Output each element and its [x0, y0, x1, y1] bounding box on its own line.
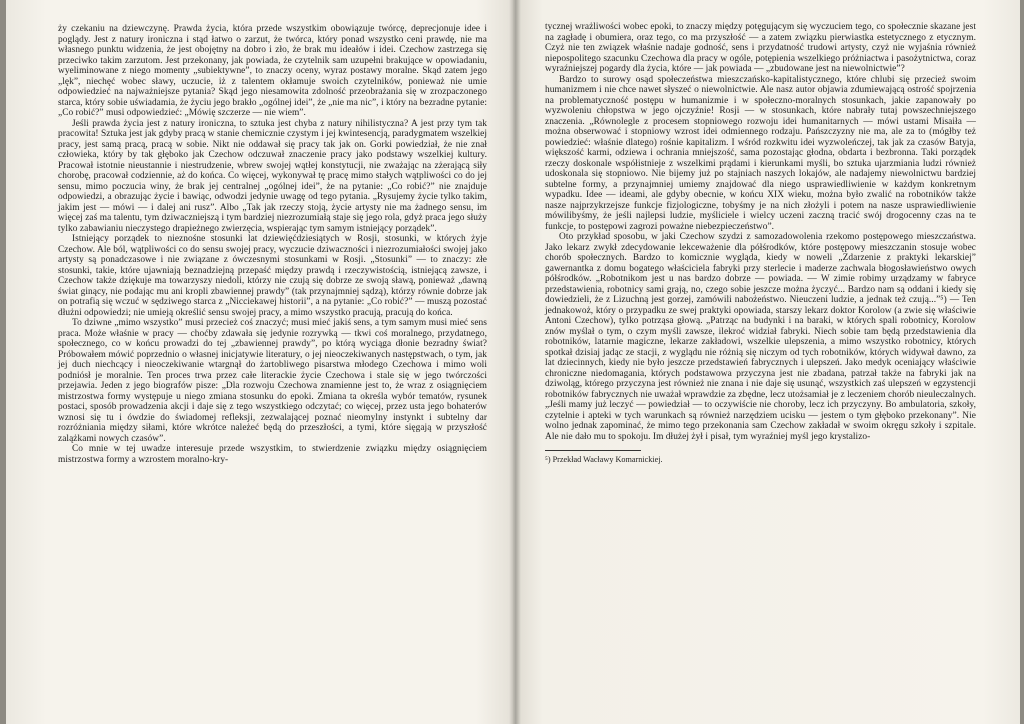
footnote: ⁵) Przekład Wacławy Komarnickiej.: [545, 455, 663, 464]
paragraph: Co mnie w tej uwadze interesuje przede wszystkim, to stwierdzenie związku między osiągnięciem mistrzostwa formy a wzrostem moralno-kry-: [58, 444, 487, 465]
paragraph: Jeśli prawda życia jest z natury ironiczna, to sztuka jest chyba z natury nihilistyczna? A jest przy tym tak pracowita! Sztuka jest jak gdyby pracą w stanie chemicznie czystym i jej kwintesencją, paradygmatem wszelkiej pracy, jest samą pracą, pracą w sobie. Nikt nie oddawał się pracy tak jak on. Gorki powiedział, że nie znał człowieka, który by tak głęboko jak Czechow odczuwał znaczenie pracy jako podstawy wszelkiej kultury. Pracował istotnie nieustannie i niestrudzenie, wbrew swojej wątłej konstytucji, nie zważając na zżerającą siły chorobę, pracował codziennie, aż do końca. Co więcej, wykonywał tę pracę mimo stałych wątpliwości co do jej sensu, mimo poczucia winy, że brak jej centralnej „ogólnej idei”, że na pytanie: „Co robić?” nie znajduje odpowiedzi, a obrazując życie i bawiąc, odwodzi jedynie uwagę od tego pytania. „Rysujemy życie tylko takim, jakim jest — mówi — i dalej ani rusz”. Albo „Tak jak rzeczy stoją, życie artysty nie ma żadnego sensu, im więcej zaś ma talentu, tym dziwaczniejszą i tym bardziej niezrozumiałą staje się jego rola, gdyż praca jego służy tylko zabawianiu nieczystego drapieżnego zwierzęcia, wspierając tym samym istniejący porządek”.: [58, 118, 487, 234]
right-page: [513, 0, 1020, 724]
right-page-text: [545, 22, 976, 442]
paragraph: ży czekaniu na dziewczynę. Prawda życia, która przede wszystkim obowiązuje twórcę, deprecjonuje idee i poglądy. Jest z natury ironiczna i stąd łatwo o zarzut, że twórca, który ponad wszystko ceni prawdę, nie ma własnego punktu widzenia, że jest obojętny na dobro i zło, że brak mu ideałów i idei. Czechow zastrzega się przeciwko takim zarzutom. Jest przekonany, jak powiada, że czytelnik sam uzupełni brakujące w opowiadaniu, wyeliminowane z niego momenty „subiektywne”, to znaczy oceny, wyraz postawy moralne. Skąd zatem jego „lęk”, niechęć wobec sławy, uczucie, iż z talentem okłamuje swoich czytelników, ponieważ nie umie odpowiedzieć na najważniejsze pytania? Skąd jego niesamowita zdolność przeobrażania się w zrozpaczonego starca, który sobie uświadamia, że życiu jego brakło „ogólnej idei”, że „nie ma nic”, i który na bezradne pytanie: „Co robić?” musi odpowiedzieć: „Mówię szczerze — nie wiem”.: [58, 24, 487, 118]
paragraph: Bardzo to surowy osąd społeczeństwa mieszczańsko-kapitalistycznego, które chlubi się przecież swoim humanizmem i nie chce nawet słyszeć o niewolnictwie. Ale nasz autor objawia zdumiewającą ostrość spojrzenia na problematyczność postępu w humanizmie i w społeczno-moralnych stosunkach, jakie zapanowały po wyzwoleniu chłopstwa w jego ojczyźnie! Rosji — w stosunkach, które nabrały tutaj powszechniejszego znaczenia. „Równolegle z procesem stopniowego rozwoju idei humanitarnych — mówi ustami Misaiła — można obserwować i stopniowy wzrost idei odmiennego rodzaju. Pańszczyzny nie ma, ale za to (mógłby też powiedzieć: właśnie dlatego) rośnie kapitalizm. I wśród rozkwitu idei wyzwoleńczej, tak jak za czasów Batyja, większość karmi, odziewa i ochrania mniejszość, sama pozostając głodna, obdarta i bezbronna. Taki porządek rzeczy doskonale współistnieje z wszelkimi prądami i kierunkami myśli, bo sztuka ujarzmiania ludzi również udoskonala się stopniowo. Nie bijemy już po stajniach naszych lokajów, ale nadajemy niewolnictwu bardziej subtelne formy, a przynajmniej umiemy znajdować dla niego usprawiedliwienie w każdym konkretnym wypadku. Idee — ideami, ale gdyby obecnie, w końcu XIX wieku, można było zwalić na robotników także nasze najprzykrzejsze funkcje fizjologiczne, tobyśmy je na nich złożyli i potem na nasze usprawiedliwienie mówilibyśmy, że jeśli najlepsi ludzie, myśliciele i wielcy uczeni zaczną tracić swój drogocenny czas na te funkcje, to postępowi zagrozi poważne niebezpieczeństwo”.: [545, 74, 976, 232]
paragraph: Istniejący porządek to nieznośne stosunki lat dziewięćdziesiątych w Rosji, stosunki, w których żyje Czechow. Ale ból, wątpliwości co do sensu swojej pracy, wyczucie dziwaczności i niezrozumiałości swojej jako artysty są ponadczasowe i nie związane z ówczesnymi stosunkami w Rosji. „Stosunki” — to znaczy: złe stosunki, takie, które ujawniają beznadziejną przepaść między prawdą i rzeczywistością, istniejącą zawsze, i Czechow także dziękuje ma towarzyszy niedoli, którzy nie czują się dobrze ze swoją sławą, ponieważ „dawną świat ginący, nie podając mu ani kropli zbawiennej prawdy” (tak przynajmniej sądzą), którzy równie dobrze jak on potrafią się wczuć w sędziwego starca z „Nicciekawej historii”, a na pytanie: „Co robić?” — muszą pozostać dłużni odpowiedzi; nie umieją określić sensu swojej pracy, a mimo wszystko pracują, pracują do końca.: [58, 234, 487, 318]
footnote-divider: [545, 450, 641, 451]
left-page: [6, 0, 513, 724]
paragraph: To dziwne „mimo wszystko” musi przecież coś znaczyć; musi mieć jakiś sens, a tym samym musi mieć sens praca. Może właśnie w pracy — choćby zdawała się jedynie rozrywką — tkwi coś moralnego, przydatnego, społecznego, co w końcu prowadzi do tej „zbawiennej prawdy”, po którą wyciąga dłonie bezradny świat? Próbowałem mówić poprzednio o własnej inicjatywie literatury, o jej nieoczekiwanych następstwach, o tym, jak jej duch niechcący i nieoczekiwanie wtargnął do żartobliwego pisarstwa młodego Czechowa i mimo woli podniósł je moralnie. Ten proces trwa przez całe literackie życie Czechowa i stale się w jego twórczości przejawia. Jeden z jego biografów pisze: „Dla rozwoju Czechowa znamienne jest to, że wraz z osiągnięciem mistrzostwa formy występuje u niego zmiana stosunku do epoki. Zmiana ta określa wybór tematów, rysunek postaci, sposób prowadzenia akcji i daje się z tego wszystkiego odczytać; co więcej, przez usta jego bohaterów wznosi się tu i ówdzie do świadomej refleksji, zezwalającej poznać nieomylny instynkt i subtelny dar rozróżniania między siłami, które wkrótce należeć będą do przeszłości, a tymi, które sięgają w przyszłość zalążkami nowych czasów”.: [58, 318, 487, 444]
left-page-text: [58, 24, 487, 465]
paragraph: Oto przykład sposobu, w jaki Czechow szydzi z samozadowolenia rzekomo postępowego mieszczaństwa. Jako lekarz zwykł zdecydowanie lekceważenie dla półśrodków, które postępowy mieszczanin stosuje wobec chorób społecznych. Bardzo to komicznie wygląda, kiedy w noweli „Zdarzenie z praktyki lekarskiej” gawernantka z domu bogatego właściciela fabryki przy sterlecie i maderze zachwala błogosławieństwo owych półśrodków. „Robotnikom jest u nas bardzo dobrze — powiada. — W zimie robimy urządzamy w fabryce przedstawienia, robotnicy sami grają, no, czego sobie jeszcze można życzyć... Bardzo nam są oddani i kiedy się dowiedzieli, że z Lizuchną jest gorzej, zamówili nabożeństwo. Nieuczeni ludzie, a jednak też czują...”⁵) — Ten jednakowoż, który o przypadku ze swej praktyki opowiada, starszy lekarz doktor Korolow (a zwie się właściwie Antoni Czechow), tylko potrząsa głową. „Patrząc na budynki i na baraki, w których spali robotnicy, Korolow znów myślał o tym, o czym myśli zawsze, ilekroć widział fabryki. Niech sobie tam będą przedstawienia dla robotników, latarnie magiczne, lekarze zakładowi, wszelkie ulepszenia, a mimo wszystko robotnicy, których spotkał dzisiaj jadąc ze stacji, z wyglądu nie różnią się niczym od tych robotników, których widywał dawno, za lat dziecinnych, kiedy nie było jeszcze przedstawień fabrycznych i ulepszeń. Jako medyk oceniający właściwie chroniczne niedomagania, których podstawowa przyczyna jest nie zbadana, patrzał także na fabryki jak na dziwoląg, którego przyczyna jest również nie znana i nie daje się usunąć, wszystkich zaś ulepszeń w egzystencji robotników fabrycznych nie uważał wprawdzie za zbędne, lecz utożsamiał je z leczeniem chorób nieuleczalnych. „Jeśli mamy już leczyć — powiedział — to oczywiście nie choroby, lecz ich przyczyny. Bo ambulatoria, szkoły, czytelnie i apteki w tych warunkach są również narzędziem ucisku — jestem o tym głęboko przekonany”. Nie wolno jednak zapominać, że mimo tego przekonania sam Czechow zakładał w swoim okręgu szkoły i szpitale. Ale nie dało mu to spokoju. Im dłużej żył i pisał, tym wyraźniej myśl jego krystalizo-: [545, 232, 976, 442]
paragraph: tycznej wrażliwości wobec epoki, to znaczy między potęgującym się wyczuciem tego, co społecznie skazane jest na zagładę i obumiera, oraz tego, co ma przyszłość — a zatem związku pierwiastka estetycznego z etycznym. Czyż nie ten związek właśnie nadaje godność, sens i przydatność trudowi artysty, czyż nie wyjaśnia również niepospolitego szacunku Czechowa dla pracy w ogóle, potępienia wszelkiego próżniactwa i pasożytnictwa, coraz wyraźniejszej pogardy dla życia, które — jak powiada — „zbudowane jest na niewolnictwie”?: [545, 22, 976, 74]
book-spread: [6, 0, 1020, 724]
